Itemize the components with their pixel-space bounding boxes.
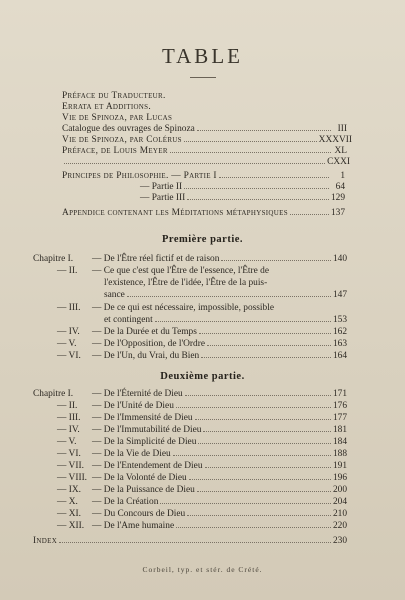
toc-entry: Préface du Traducteur. [62,91,166,101]
chapter-number: — IX. [57,485,81,495]
chapter-title: — De ce qui est nécessaire, impossible, possible [92,303,274,313]
chapter-number: — V. [57,339,77,349]
toc-entry: — De l'Unité de Dieu 176 [92,401,347,411]
page-title: TABLE [162,44,243,68]
chapter-number: — II. [57,401,78,411]
dot-leader [176,527,331,528]
dot-leader [203,431,330,432]
dot-leader [189,479,331,480]
section-heading: Deuxième partie. [160,371,245,382]
toc-entry: — De l'Immutabilité de Dieu 181 [92,425,347,435]
dot-leader [187,515,331,516]
printer-imprint: Corbeil, typ. et stér. de Crété. [142,565,263,574]
dot-leader [176,407,331,408]
dot-leader [290,214,329,215]
chapter-number: Chapitre I. [33,389,74,399]
chapter-number: — II. [57,266,78,276]
dot-leader [219,177,329,178]
chapter-number: — VIII. [57,473,88,483]
dot-leader [207,345,331,346]
toc-entry: Principes de Philosophie. — Partie I 1 [62,171,345,181]
chapter-number: — III. [57,303,81,313]
toc-entry: — De la Volonté de Dieu 196 [92,473,347,483]
chapter-number: — VII. [57,461,84,471]
toc-entry: Vie de Spinoza, par Colérus XXXVII [62,135,352,145]
dot-leader [173,455,331,456]
toc-entry: et contingent 153 [104,315,347,325]
toc-entry: — De la Puissance de Dieu 200 [92,485,347,495]
toc-entry: Catalogue des ouvrages de Spinoza III [62,124,347,134]
dot-leader [185,395,331,396]
dot-leader [127,296,331,297]
chapter-title: l'existence, l'Être de l'idée, l'Être de la puis- [104,278,268,288]
chapter-number: — VI. [57,449,81,459]
dot-leader [160,503,331,504]
chapter-number: — X. [57,497,78,507]
dot-leader [199,333,331,334]
dot-leader [197,491,331,492]
chapter-number: — IV. [57,425,80,435]
dot-leader [221,260,331,261]
toc-entry: — De l'Ame humaine 220 [92,521,347,531]
dot-leader [195,419,331,420]
chapter-number: — XII. [57,521,85,531]
toc-entry: sance 147 [104,290,347,300]
toc-entry: Index 230 [33,536,347,546]
title-rule [190,77,216,78]
toc-entry: — De l'Entendement de Dieu 191 [92,461,347,471]
dot-leader [201,357,331,358]
toc-entry: — De la Vie de Dieu 188 [92,449,347,459]
toc-entry: — De la Création 204 [92,497,347,507]
toc-entry: — Partie II 64 [140,182,345,192]
chapter-title: — Ce que c'est que l'Être de l'essence, l'Être de [92,266,269,276]
toc-entry: — De la Durée et du Temps 162 [92,327,347,337]
toc-entry: — De la Simplicité de Dieu 184 [92,437,347,447]
dot-leader [184,141,317,142]
toc-entry: — De l'Être réel fictif et de raison 140 [92,254,347,264]
toc-entry: — De l'Opposition, de l'Ordre 163 [92,339,347,349]
dot-leader [170,152,331,153]
chapter-number: Chapitre I. [33,254,74,264]
dot-leader [64,163,325,164]
toc-entry: CXXI [62,157,350,168]
section-heading: Première partie. [161,234,244,245]
dot-leader [155,321,331,322]
chapter-number: — V. [57,437,77,447]
toc-entry: Appendice contenant les Méditations métaphysiques 137 [62,208,345,218]
toc-entry: — De l'Éternité de Dieu 171 [92,389,347,399]
dot-leader [187,199,329,200]
toc-entry: — Partie III 129 [140,193,345,203]
toc-entry: — De l'Immensité de Dieu 177 [92,413,347,423]
toc-entry: Vie de Spinoza, par Lucas [62,113,173,123]
dot-leader [197,130,331,131]
toc-entry: Préface, de Louis Meyer XL [62,146,347,156]
toc-entry: Errata et Additions. [62,102,152,112]
chapter-number: — VI. [57,351,81,361]
dot-leader [205,467,331,468]
toc-entry: — Du Concours de Dieu 210 [92,509,347,519]
dot-leader [59,542,331,543]
dot-leader [198,443,331,444]
chapter-number: — III. [57,413,81,423]
dot-leader [184,188,329,189]
toc-entry: — De l'Un, du Vrai, du Bien 164 [92,351,347,361]
chapter-number: — IV. [57,327,80,337]
chapter-number: — XI. [57,509,81,519]
